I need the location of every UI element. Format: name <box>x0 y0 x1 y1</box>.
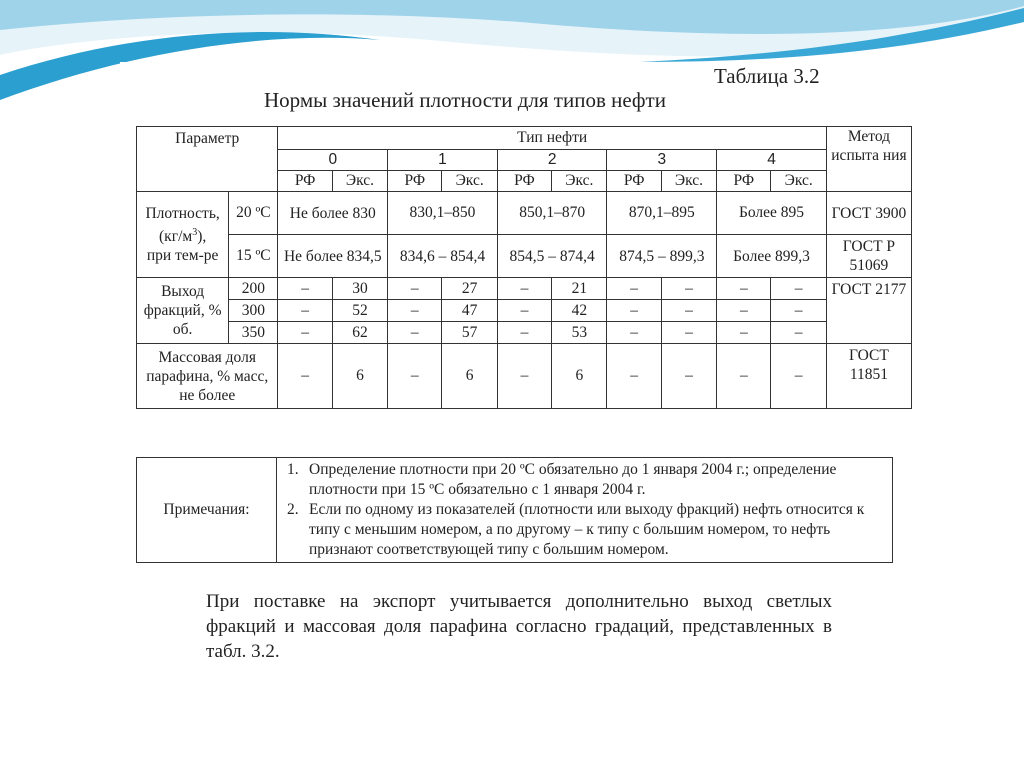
paraffin-cell: – <box>771 344 826 409</box>
density-value: 874,5 – 899,3 <box>607 235 717 278</box>
note-number: 1. <box>287 461 299 478</box>
fraction-cell: – <box>661 322 716 344</box>
density-row-15 <box>137 235 912 278</box>
fraction-cell: – <box>388 278 442 300</box>
density-label-b: (кг/м <box>159 228 193 245</box>
fraction-method: ГОСТ 2177 <box>826 278 911 344</box>
paraffin-cell: – <box>278 344 332 409</box>
fraction-cell: – <box>497 278 551 300</box>
paraffin-cell: – <box>497 344 551 409</box>
type-1: 1 <box>388 150 498 171</box>
fraction-cell: – <box>278 300 332 322</box>
paraffin-cell: 6 <box>332 344 387 409</box>
density-value: 850,1–870 <box>497 192 607 235</box>
exs-header: Экс. <box>442 171 497 192</box>
paraffin-cell: 6 <box>552 344 607 409</box>
density-label <box>137 192 229 278</box>
exs-header: Экс. <box>332 171 387 192</box>
density-row-20 <box>137 192 912 235</box>
density-value: 854,5 – 874,4 <box>497 235 607 278</box>
exs-header: Экс. <box>771 171 826 192</box>
fraction-temp: 200 <box>229 278 278 300</box>
fraction-cell: – <box>717 278 771 300</box>
fraction-cell: – <box>607 278 661 300</box>
fraction-cell: – <box>717 300 771 322</box>
norms-table <box>136 126 912 409</box>
fraction-row-300 <box>137 300 912 322</box>
fraction-cell: – <box>278 278 332 300</box>
type-0: 0 <box>278 150 388 171</box>
notes-content <box>277 458 893 563</box>
document-sheet <box>120 62 907 664</box>
paraffin-cell: – <box>661 344 716 409</box>
fraction-cell: – <box>771 322 826 344</box>
paraffin-method: ГОСТ 11851 <box>826 344 911 409</box>
exs-header: Экс. <box>552 171 607 192</box>
density-label-sup: 3 <box>192 227 198 238</box>
fraction-label: Выход фракций, % об. <box>137 278 229 344</box>
density-temp: 15 ºС <box>229 235 278 278</box>
fraction-cell: 42 <box>552 300 607 322</box>
fraction-row-350 <box>137 322 912 344</box>
note-number: 2. <box>287 501 299 518</box>
density-value: Не более 830 <box>278 192 388 235</box>
density-method: ГОСТ 3900 <box>826 192 911 235</box>
rf-header: РФ <box>278 171 332 192</box>
fraction-cell: – <box>607 300 661 322</box>
fraction-temp: 300 <box>229 300 278 322</box>
export-note-paragraph: При поставке на экспорт учитывается дополнительно выход светлых фракций и массовая доля парафина согласно градаций, представленных в табл. 3.2. <box>206 591 832 662</box>
density-value: Не более 834,5 <box>278 235 388 278</box>
fraction-cell: – <box>497 322 551 344</box>
fraction-cell: – <box>388 322 442 344</box>
method-header: Метод испыта ния <box>826 127 911 192</box>
fraction-cell: – <box>388 300 442 322</box>
type-4: 4 <box>717 150 827 171</box>
density-label-c: ), <box>197 228 207 245</box>
note-text: Если по одному из показателей (плотности или выходу фракций) нефть относится к типу с меньшим номером, а по другому – к типу с большим номером, то нефть признают соответствующей типу с большим номером. <box>309 501 865 558</box>
fraction-cell: 47 <box>442 300 497 322</box>
table-header-row <box>137 127 912 150</box>
paraffin-label: Массовая доля парафина, % масс, не более <box>137 344 278 409</box>
density-temp: 20 ºС <box>229 192 278 235</box>
fraction-cell: – <box>771 300 826 322</box>
fraction-cell: 30 <box>332 278 387 300</box>
fraction-cell: – <box>497 300 551 322</box>
fraction-cell: 27 <box>442 278 497 300</box>
fraction-cell: 62 <box>332 322 387 344</box>
fraction-cell: 53 <box>552 322 607 344</box>
note-text: Определение плотности при 20 ºС обязательно до 1 января 2004 г.; определение плотности при 15 ºС обязательно с 1 января 2004 г. <box>309 461 837 498</box>
rf-header: РФ <box>388 171 442 192</box>
fraction-cell: – <box>661 278 716 300</box>
fraction-cell: – <box>661 300 716 322</box>
paraffin-cell: – <box>717 344 771 409</box>
fraction-cell: 57 <box>442 322 497 344</box>
param-header: Параметр <box>137 127 278 192</box>
paraffin-cell: – <box>388 344 442 409</box>
note-item <box>287 500 886 560</box>
fraction-cell: 52 <box>332 300 387 322</box>
rf-header: РФ <box>607 171 661 192</box>
fraction-temp: 350 <box>229 322 278 344</box>
table-caption: Таблица 3.2 <box>714 64 820 88</box>
density-method: ГОСТ Р 51069 <box>826 235 911 278</box>
fraction-row-200 <box>137 278 912 300</box>
density-value: Более 899,3 <box>717 235 827 278</box>
notes-table <box>136 457 893 563</box>
paraffin-cell: – <box>607 344 661 409</box>
fraction-cell: – <box>607 322 661 344</box>
density-label-d: при тем-ре <box>146 247 219 264</box>
notes-label: Примечания: <box>137 458 277 563</box>
note-item <box>287 460 886 500</box>
notes-row <box>137 458 893 563</box>
fraction-cell: – <box>771 278 826 300</box>
density-value: 830,1–850 <box>388 192 498 235</box>
fraction-cell: – <box>717 322 771 344</box>
rf-header: РФ <box>717 171 771 192</box>
type-3: 3 <box>607 150 717 171</box>
table-title: Нормы значений плотности для типов нефти <box>264 88 666 112</box>
oil-type-header: Тип нефти <box>278 127 826 150</box>
paraffin-row <box>137 344 912 409</box>
paraffin-cell: 6 <box>442 344 497 409</box>
density-value: 870,1–895 <box>607 192 717 235</box>
exs-header: Экс. <box>661 171 716 192</box>
rf-header: РФ <box>497 171 551 192</box>
density-label-a: Плотность, <box>145 205 220 222</box>
density-value: 834,6 – 854,4 <box>388 235 498 278</box>
fraction-cell: – <box>278 322 332 344</box>
type-2: 2 <box>497 150 607 171</box>
fraction-cell: 21 <box>552 278 607 300</box>
density-value: Более 895 <box>717 192 827 235</box>
